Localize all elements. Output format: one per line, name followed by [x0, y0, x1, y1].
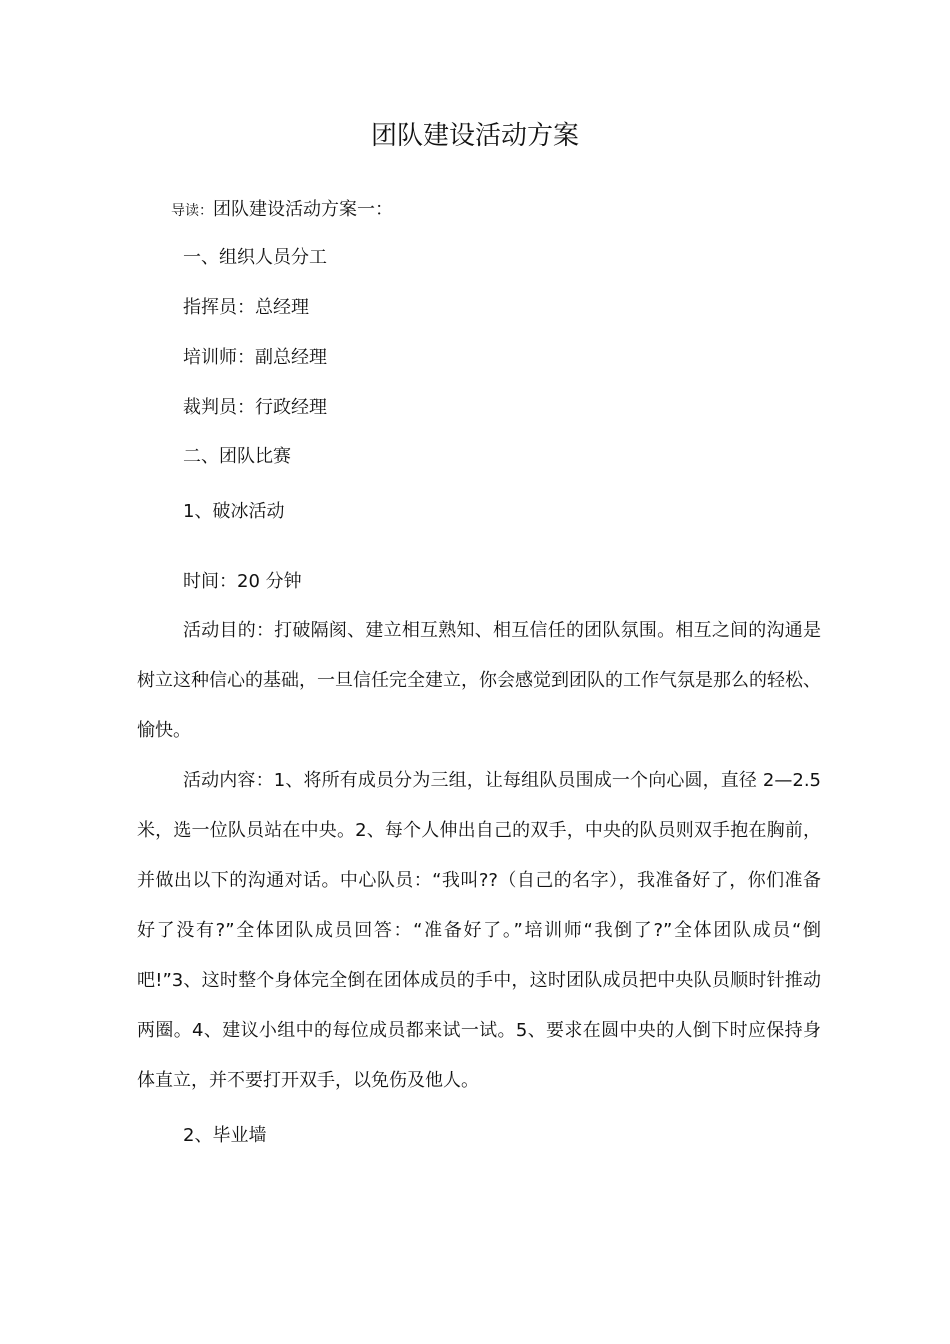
- intro-text: 团队建设活动方案一：: [213, 199, 393, 220]
- activity-heading-graduation-wall: 2、毕业墙: [183, 1125, 267, 1146]
- intro-label: 导读：: [171, 203, 213, 219]
- activity-purpose-paragraph: 活动目的：打破隔阂、建立相互熟知、相互信任的团队氛围。相互之间的沟通是树立这种信心的基础，一旦信任完全建立，你会感觉到团队的工作气氛是那么的轻松、愉快。: [137, 620, 821, 741]
- document-title: 团队建设活动方案: [370, 121, 579, 151]
- role-commander: 指挥员：总经理: [183, 297, 309, 318]
- activity-content-paragraph: 活动内容：1、将所有成员分为三组，让每组队员围成一个向心圆，直径 2—2.5 米，选一位队员站在中央。2、每个人伸出自己的双手，中央的队员则双手抱在胸前，并做出以下的沟通对话。中心队员：“我叫??（自己的名字），我准备好了，你们准备好了没有?”全体团队成员回答：“准备好了。”培训师“我倒了?”全体团队成员“倒吧!”3、这时整个身体完全倒在团体成员的手中，这时团队成员把中央队员顺时针推动两圈。4、建议小组中的每位成员都来试一试。5、要求在圆中央的人倒下时应保持身体直立，并不要打开双手，以免伤及他人。: [137, 770, 821, 1091]
- activity-heading-icebreaker: 1、破冰活动: [183, 501, 285, 522]
- role-trainer: 培训师：副总经理: [183, 347, 327, 368]
- intro-line: [171, 197, 393, 224]
- section-heading-staffing: 一、组织人员分工: [183, 247, 327, 268]
- activity-time: 时间：20 分钟: [183, 571, 302, 592]
- role-referee: 裁判员：行政经理: [183, 397, 327, 418]
- section-heading-competition: 二、团队比赛: [183, 446, 291, 467]
